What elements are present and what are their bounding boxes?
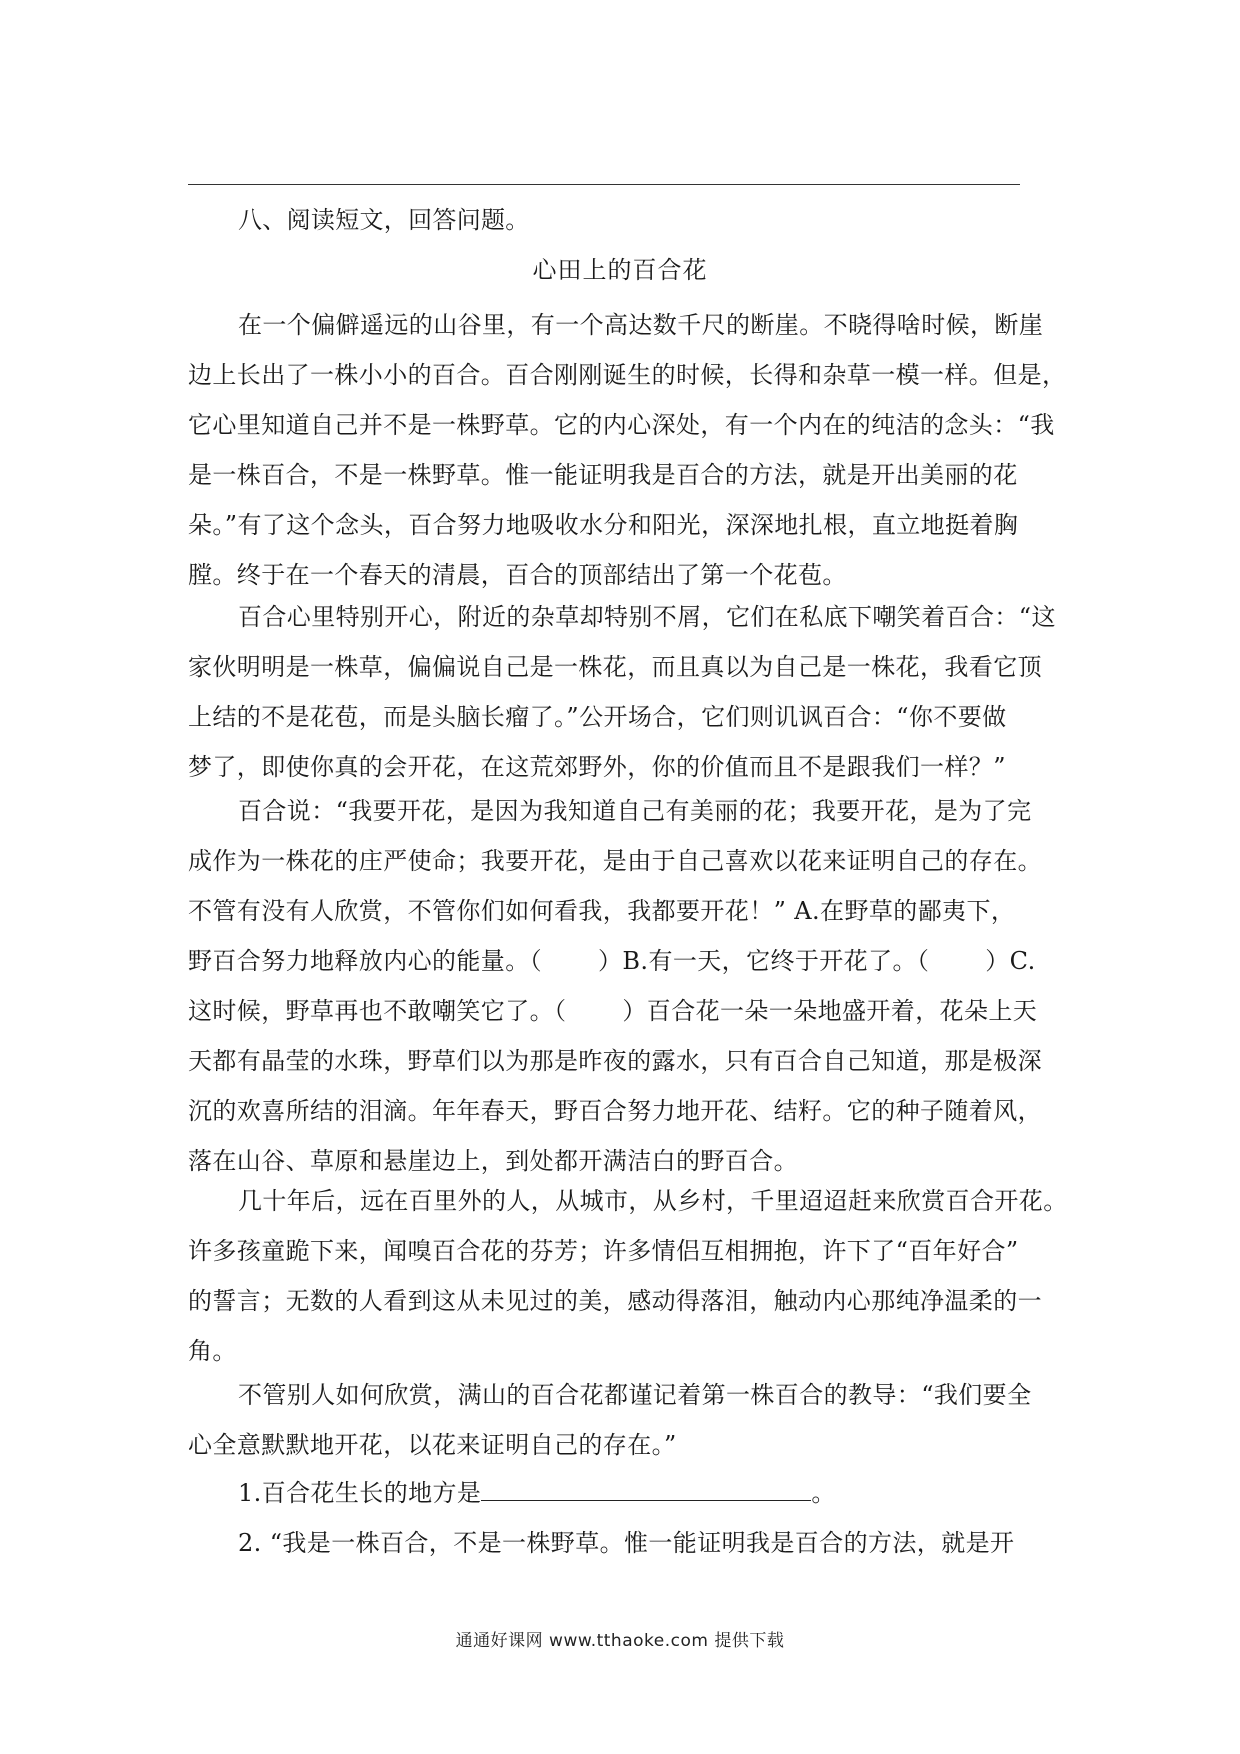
paragraph-line: 成作为一株花的庄严使命；我要开花，是由于自己喜欢以花来证明自己的存在。	[188, 847, 1042, 875]
paragraph-line: 几十年后，远在百里外的人，从城市，从乡村，千里迢迢赶来欣赏百合开花。	[238, 1187, 1068, 1215]
paragraph-4	[188, 1176, 1068, 1376]
sentence-c-text: 这时候，野草再也不敢嘲笑它了。（	[188, 997, 567, 1025]
paragraph-line-with-blanks	[188, 986, 1058, 1036]
paragraph-line: 朵。”有了这个念头，百合努力地吸收水分和阳光，深深地扎根，直立地挺着胸	[188, 511, 1019, 539]
paragraph-line-with-blanks	[188, 936, 1058, 986]
question-2-text: 2. “我是一株百合，不是一株野草。惟一能证明我是百合的方法，就是开	[238, 1529, 1015, 1557]
paragraph-line: 梦了，即使你真的会开花，在这荒郊野外，你的价值而且不是跟我们一样？”	[188, 753, 1006, 781]
section-heading: 八、阅读短文，回答问题。	[238, 206, 530, 234]
passage-title: 心田上的百合花	[532, 256, 708, 284]
paragraph-3	[188, 786, 1058, 1186]
question-1-suffix: 。	[811, 1479, 836, 1507]
sentence-continuation: ）百合花一朵一朵地盛开着，花朵上天	[622, 997, 1038, 1025]
paragraph-line: 是一株百合，不是一株野草。惟一能证明我是百合的方法，就是开出美丽的花	[188, 461, 1018, 489]
footer-credit: 通通好课网 www.tthaoke.com 提供下载	[455, 1631, 785, 1651]
sentence-c-label: ）C.	[985, 947, 1036, 975]
paragraph-2	[188, 592, 1058, 792]
paragraph-1	[188, 300, 1067, 600]
paragraph-line: 许多孩童跪下来，闻嗅百合花的芬芳；许多情侣互相拥抱，许下了“百年好合”	[188, 1237, 1019, 1265]
paragraph-line: 角。	[188, 1337, 237, 1365]
paragraph-line: 沉的欢喜所结的泪滴。年年春天，野百合努力地开花、结籽。它的种子随着风，	[188, 1097, 1042, 1125]
paragraph-line: 的誓言；无数的人看到这从未见过的美，感动得落泪，触动内心那纯净温柔的一	[188, 1287, 1042, 1315]
paragraph-line: 落在山谷、草原和悬崖边上，到处都开满洁白的野百合。	[188, 1147, 798, 1175]
paragraph-line: 家伙明明是一株草，偏偏说自己是一株花，而且真以为自己是一株花，我看它顶	[188, 653, 1042, 681]
paragraph-line: 它心里知道自己并不是一株野草。它的内心深处，有一个内在的纯洁的念头：“我	[188, 411, 1055, 439]
paragraph-line: 上结的不是花苞，而是头脑长瘤了。”公开场合，它们则讥讽百合：“你不要做	[188, 703, 1007, 731]
paragraph-line: 百合说：“我要开花，是因为我知道自己有美丽的花；我要开花，是为了完	[238, 797, 1032, 825]
question-1-text: 1.百合花生长的地方是	[238, 1479, 482, 1507]
paragraph-line: 心全意默默地开花，以花来证明自己的存在。”	[188, 1431, 677, 1459]
paragraph-line: 不管别人如何欣赏，满山的百合花都谨记着第一株百合的教导：“我们要全	[238, 1381, 1032, 1409]
paragraph-line: 边上长出了一株小小的百合。百合刚刚诞生的时候，长得和杂草一模一样。但是，	[188, 361, 1067, 389]
paragraph-5	[188, 1370, 1058, 1470]
sentence-b-text: ）B.有一天，它终于开花了。（	[598, 947, 930, 975]
paragraph-line: 不管有没有人欣赏，不管你们如何看我，我都要开花！” A.在野草的鄙夷下，	[188, 897, 1016, 925]
paragraph-line: 天都有晶莹的水珠，野草们以为那是昨夜的露水，只有百合自己知道，那是极深	[188, 1047, 1042, 1075]
answer-line-top	[188, 184, 1020, 185]
question-2	[188, 1518, 1058, 1568]
paragraph-line: 百合心里特别开心，附近的杂草却特别不屑，它们在私底下嘲笑着百合：“这	[238, 603, 1056, 631]
paragraph-line: 在一个偏僻遥远的山谷里，有一个高达数千尺的断崖。不晓得啥时候，断崖	[238, 311, 1044, 339]
question-1	[188, 1468, 1058, 1518]
paragraph-line: 膛。终于在一个春天的清晨，百合的顶部结出了第一个花苞。	[188, 561, 847, 589]
sentence-a-text: 野百合努力地释放内心的能量。（	[188, 947, 542, 975]
question-1-answer-blank[interactable]	[481, 1478, 811, 1501]
